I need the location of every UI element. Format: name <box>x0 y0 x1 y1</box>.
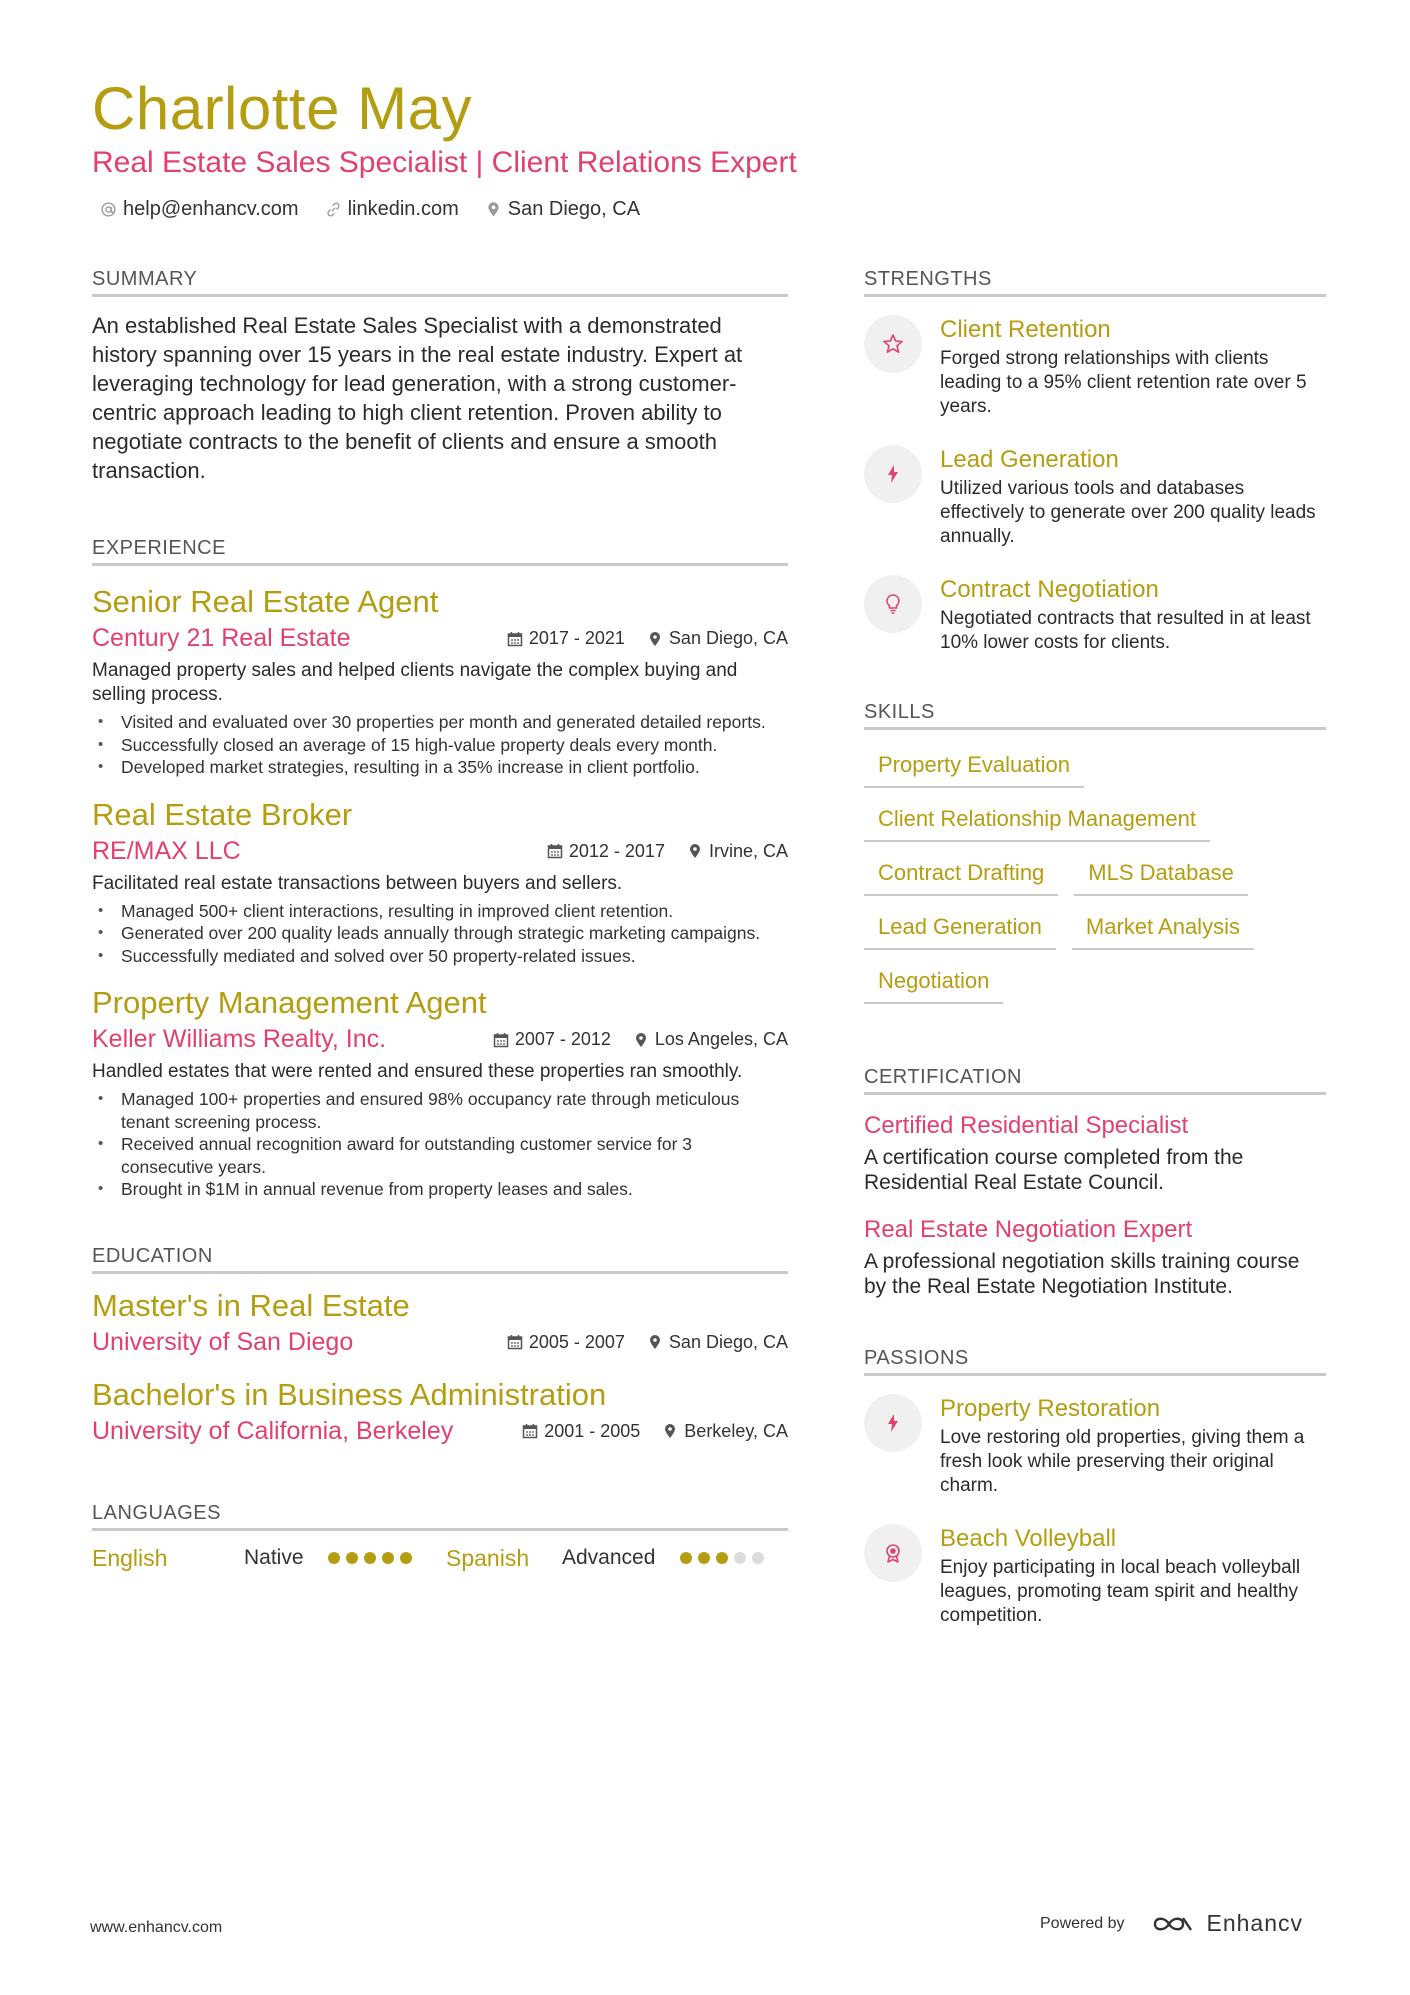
skill-tag: Client Relationship Management <box>864 802 1210 842</box>
degree-title: Bachelor's in Business Administration <box>92 1376 607 1412</box>
job-dates: 2012 - 2017 <box>568 840 665 861</box>
contact-row <box>100 198 640 221</box>
school-name: University of California, Berkeley <box>92 1416 454 1445</box>
education-dates: 2005 - 2007 <box>528 1331 625 1352</box>
skill-tag: Lead Generation <box>864 910 1056 950</box>
certification-item <box>864 1215 1326 1299</box>
location-pin-icon <box>647 1334 663 1350</box>
education-dates: 2001 - 2005 <box>544 1420 641 1441</box>
language-level: Advanced <box>562 1546 656 1569</box>
calendar-icon <box>507 631 523 647</box>
skills-heading: SKILLS <box>864 701 1326 730</box>
location-pin-icon <box>485 201 502 218</box>
certification-title: Real Estate Negotiation Expert <box>864 1216 1193 1243</box>
skills-list <box>864 748 1326 1004</box>
experience-heading: EXPERIENCE <box>92 537 788 566</box>
left-column <box>92 268 788 1572</box>
job-description: Managed property sales and helped clients navigate the complex buying and selling process. <box>92 660 738 705</box>
brand-name: Enhancv <box>1206 1910 1304 1936</box>
lightning-icon <box>881 462 905 486</box>
education-item <box>92 1286 788 1357</box>
footer-website[interactable]: www.enhancv.com <box>90 1919 223 1936</box>
company-name: RE/MAX LLC <box>92 836 241 865</box>
rating-dot-filled <box>382 1552 394 1564</box>
strength-item <box>864 575 1326 655</box>
experience-item <box>92 983 788 1201</box>
job-bullet: • Visited and evaluated over 30 properties per month and generated detailed reports. <box>92 711 788 734</box>
strength-description: Utilized various tools and databases effectively to generate over 200 quality leads annually. <box>940 478 1316 547</box>
languages-heading: LANGUAGES <box>92 1502 788 1531</box>
job-bullet: • Successfully mediated and solved over 50 property-related issues. <box>92 945 788 968</box>
company-name: Keller Williams Realty, Inc. <box>92 1025 387 1053</box>
experience-item <box>92 582 788 779</box>
email-contact[interactable] <box>100 198 299 221</box>
rating-dot-empty <box>752 1552 764 1564</box>
location-pin-icon <box>633 1032 649 1048</box>
right-column <box>864 268 1326 1628</box>
powered-by-label: Powered by <box>1040 1914 1125 1932</box>
summary-heading: SUMMARY <box>92 268 788 297</box>
strength-description: Negotiated contracts that resulted in at least 10% lower costs for clients. <box>940 608 1311 653</box>
location-contact <box>485 198 640 221</box>
location-pin-icon <box>662 1423 678 1439</box>
rating-dot-filled <box>346 1552 358 1564</box>
enhancv-logo-icon <box>1151 1912 1195 1936</box>
summary-text: An established Real Estate Sales Specialist with a demonstrated history spanning over 15 years in the real estate industry. Expert at leveraging technology for lead generation, with a strong customer-centric approach leading to high client retention. Proven ability to negotiate contracts to the benefit of clients and ensure a smooth transaction. <box>92 313 743 483</box>
location-text: San Diego, CA <box>507 198 641 220</box>
language-rating <box>328 1552 446 1564</box>
degree-title: Master's in Real Estate <box>92 1287 410 1323</box>
job-bullets <box>92 1088 788 1201</box>
skill-tag: Market Analysis <box>1072 910 1254 950</box>
job-description: Handled estates that were rented and ensured these properties ran smoothly. <box>92 1061 743 1082</box>
strength-title: Client Retention <box>940 316 1111 343</box>
email-text: help@enhancv.com <box>123 198 299 220</box>
calendar-icon <box>547 843 563 859</box>
candidate-title: Real Estate Sales Specialist | Client Relations Expert <box>92 146 797 179</box>
location-pin-icon <box>687 843 703 859</box>
company-name: Century 21 Real Estate <box>92 624 351 652</box>
brand-logo[interactable] <box>1151 1910 1304 1937</box>
skill-tag: Contract Drafting <box>864 856 1058 896</box>
rating-dot-filled <box>698 1552 710 1564</box>
rating-dot-filled <box>680 1552 692 1564</box>
lightning-icon <box>881 1411 905 1435</box>
strength-description: Forged strong relationships with clients leading to a 95% client retention rate over 5 years. <box>940 348 1307 417</box>
experience-item <box>92 795 788 968</box>
education-location: Berkeley, CA <box>684 1420 788 1441</box>
location-pin-icon <box>647 631 663 647</box>
calendar-icon <box>507 1334 523 1350</box>
certification-item <box>864 1111 1326 1195</box>
passion-title: Beach Volleyball <box>940 1525 1117 1552</box>
linkedin-text: linkedin.com <box>347 198 459 220</box>
passion-description: Enjoy participating in local beach volleyball leagues, promoting team spirit and healthy competition. <box>940 1557 1301 1626</box>
skill-tag: MLS Database <box>1074 856 1248 896</box>
strength-item <box>864 315 1326 419</box>
job-bullet: • Developed market strategies, resulting in a 35% increase in client portfolio. <box>92 756 788 779</box>
strength-item <box>864 445 1326 549</box>
strength-title: Contract Negotiation <box>940 576 1159 603</box>
skill-tag: Negotiation <box>864 964 1003 1004</box>
job-description: Facilitated real estate transactions between buyers and sellers. <box>92 872 623 894</box>
rating-dot-empty <box>734 1552 746 1564</box>
strengths-heading: STRENGTHS <box>864 268 1326 297</box>
job-bullet: • Generated over 200 quality leads annually through strategic marketing campaigns. <box>92 922 788 945</box>
job-bullet: • Received annual recognition award for outstanding customer service for 3 consecutive years. <box>92 1133 788 1178</box>
star-icon <box>881 332 905 356</box>
job-title: Property Management Agent <box>92 985 487 1020</box>
language-name: English <box>92 1544 168 1571</box>
medal-icon <box>881 1541 905 1565</box>
link-icon <box>325 201 342 218</box>
passion-icon-badge <box>864 1394 922 1452</box>
passion-item <box>864 1394 1326 1498</box>
job-bullets <box>92 711 788 779</box>
certification-description: A professional negotiation skills training course by the Real Estate Negotiation Institute. <box>864 1250 1300 1298</box>
strength-icon-badge <box>864 575 922 633</box>
calendar-icon <box>522 1423 538 1439</box>
languages-row <box>92 1545 788 1572</box>
passion-item <box>864 1524 1326 1628</box>
job-bullets <box>92 900 788 968</box>
calendar-icon <box>493 1032 509 1048</box>
rating-dot-filled <box>364 1552 376 1564</box>
education-heading: EDUCATION <box>92 1245 788 1274</box>
job-dates: 2007 - 2012 <box>514 1029 611 1049</box>
lightbulb-icon <box>881 592 905 616</box>
passions-heading: PASSIONS <box>864 1347 1326 1376</box>
strength-title: Lead Generation <box>940 446 1119 473</box>
certification-description: A certification course completed from the Residential Real Estate Council. <box>864 1146 1244 1194</box>
skill-tag: Property Evaluation <box>864 748 1084 788</box>
passion-title: Property Restoration <box>940 1395 1161 1422</box>
language-name: Spanish <box>446 1544 530 1571</box>
strength-icon-badge <box>864 315 922 373</box>
job-title: Senior Real Estate Agent <box>92 584 439 619</box>
certification-title: Certified Residential Specialist <box>864 1112 1189 1139</box>
job-dates: 2017 - 2021 <box>528 628 625 648</box>
education-location: San Diego, CA <box>668 1331 788 1352</box>
strength-icon-badge <box>864 445 922 503</box>
passion-icon-badge <box>864 1524 922 1582</box>
linkedin-contact[interactable] <box>325 198 459 221</box>
certification-heading: CERTIFICATION <box>864 1066 1326 1095</box>
passion-description: Love restoring old properties, giving them a fresh look while preserving their original charm. <box>940 1427 1305 1496</box>
rating-dot-filled <box>716 1552 728 1564</box>
job-bullet: • Brought in $1M in annual revenue from property leases and sales. <box>92 1178 788 1201</box>
rating-dot-filled <box>400 1552 412 1564</box>
rating-dot-filled <box>328 1552 340 1564</box>
job-location: Los Angeles, CA <box>654 1029 788 1049</box>
job-bullet: • Successfully closed an average of 15 high-value property deals every month. <box>92 734 788 757</box>
job-location: Irvine, CA <box>708 840 788 861</box>
job-bullet: • Managed 100+ properties and ensured 98% occupancy rate through meticulous tenant screening process. <box>92 1088 788 1133</box>
job-bullet: • Managed 500+ client interactions, resulting in improved client retention. <box>92 900 788 923</box>
job-title: Real Estate Broker <box>92 796 353 832</box>
education-item <box>92 1375 788 1446</box>
at-icon <box>100 201 117 218</box>
footer-branding <box>1040 1910 1303 1937</box>
job-location: San Diego, CA <box>668 628 788 648</box>
school-name: University of San Diego <box>92 1327 354 1356</box>
candidate-name: Charlotte May <box>92 75 472 142</box>
language-rating <box>680 1552 764 1564</box>
language-level: Native <box>244 1546 304 1569</box>
